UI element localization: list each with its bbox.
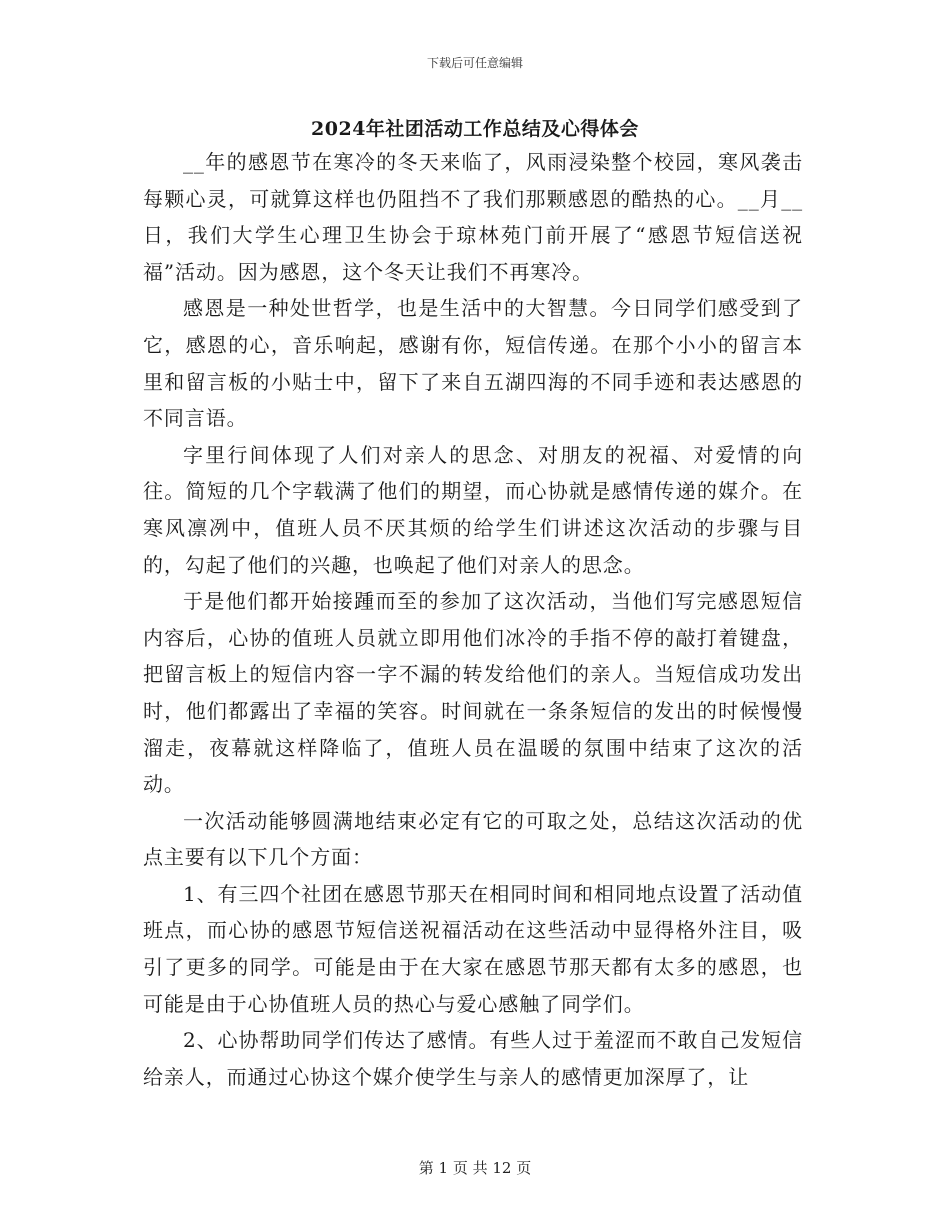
page-number: 第 1 页 共 12 页 xyxy=(418,1159,532,1177)
paragraph-3: 字里行间体现了人们对亲人的思念、对朋友的祝福、对爱情的向往。简短的几个字载满了他们的期望，而心协就是感情传递的媒介。在寒风凛冽中，值班人员不厌其烦的给学生们讲述这次活动的步骤与目的，勾起了他们的兴趣，也唤起了他们对亲人的思念。 xyxy=(143,442,803,577)
paragraph-5: 一次活动能够圆满地结束必定有它的可取之处，总结这次活动的优点主要有以下几个方面： xyxy=(143,808,803,870)
paragraph-2: 感恩是一种处世哲学，也是生活中的大智慧。今日同学们感受到了它，感恩的心，音乐响起，感谢有你，短信传递。在那个小小的留言本里和留言板的小贴士中，留下了来自五湖四海的不同手迹和表达感恩的不同言语。 xyxy=(143,296,803,431)
paragraph-1: __年的感恩节在寒冷的冬天来临了，风雨浸染整个校园，寒风袭击每颗心灵，可就算这样也仍阻挡不了我们那颗感恩的酷热的心。__月__日，我们大学生心理卫生协会于琼林苑门前开展了“感恩节短信送祝福”活动。因为感恩，这个冬天让我们不再寒冷。 xyxy=(143,150,803,284)
paragraph-4: 于是他们都开始接踵而至的参加了这次活动，当他们写完感恩短信内容后，心协的值班人员就立即用他们冰冷的手指不停的敲打着键盘，把留言板上的短信内容一字不漏的转发给他们的亲人。当短信成功发出时，他们都露出了幸福的笑容。时间就在一条条短信的发出的时候慢慢溜走，夜幕就这样降临了，值班人员在温暖的氛围中结束了这次的活动。 xyxy=(143,589,803,797)
document-title: 2024年社团活动工作总结及心得体会 xyxy=(311,118,639,140)
document-body xyxy=(143,144,803,1095)
paragraph-6: 1、有三四个社团在感恩节那天在相同时间和相同地点设置了活动值班点，而心协的感恩节短信送祝福活动在这些活动中显得格外注目，吸引了更多的同学。可能是由于在大家在感恩节那天都有太多的感恩，也可能是由于心协值班人员的热心与爱心感触了同学们。 xyxy=(143,881,803,1016)
header-note: 下载后可任意编辑 xyxy=(426,56,523,70)
paragraph-7: 2、心协帮助同学们传达了感情。有些人过于羞涩而不敢自己发短信给亲人，而通过心协这个媒介使学生与亲人的感情更加深厚了，让 xyxy=(143,1028,803,1089)
